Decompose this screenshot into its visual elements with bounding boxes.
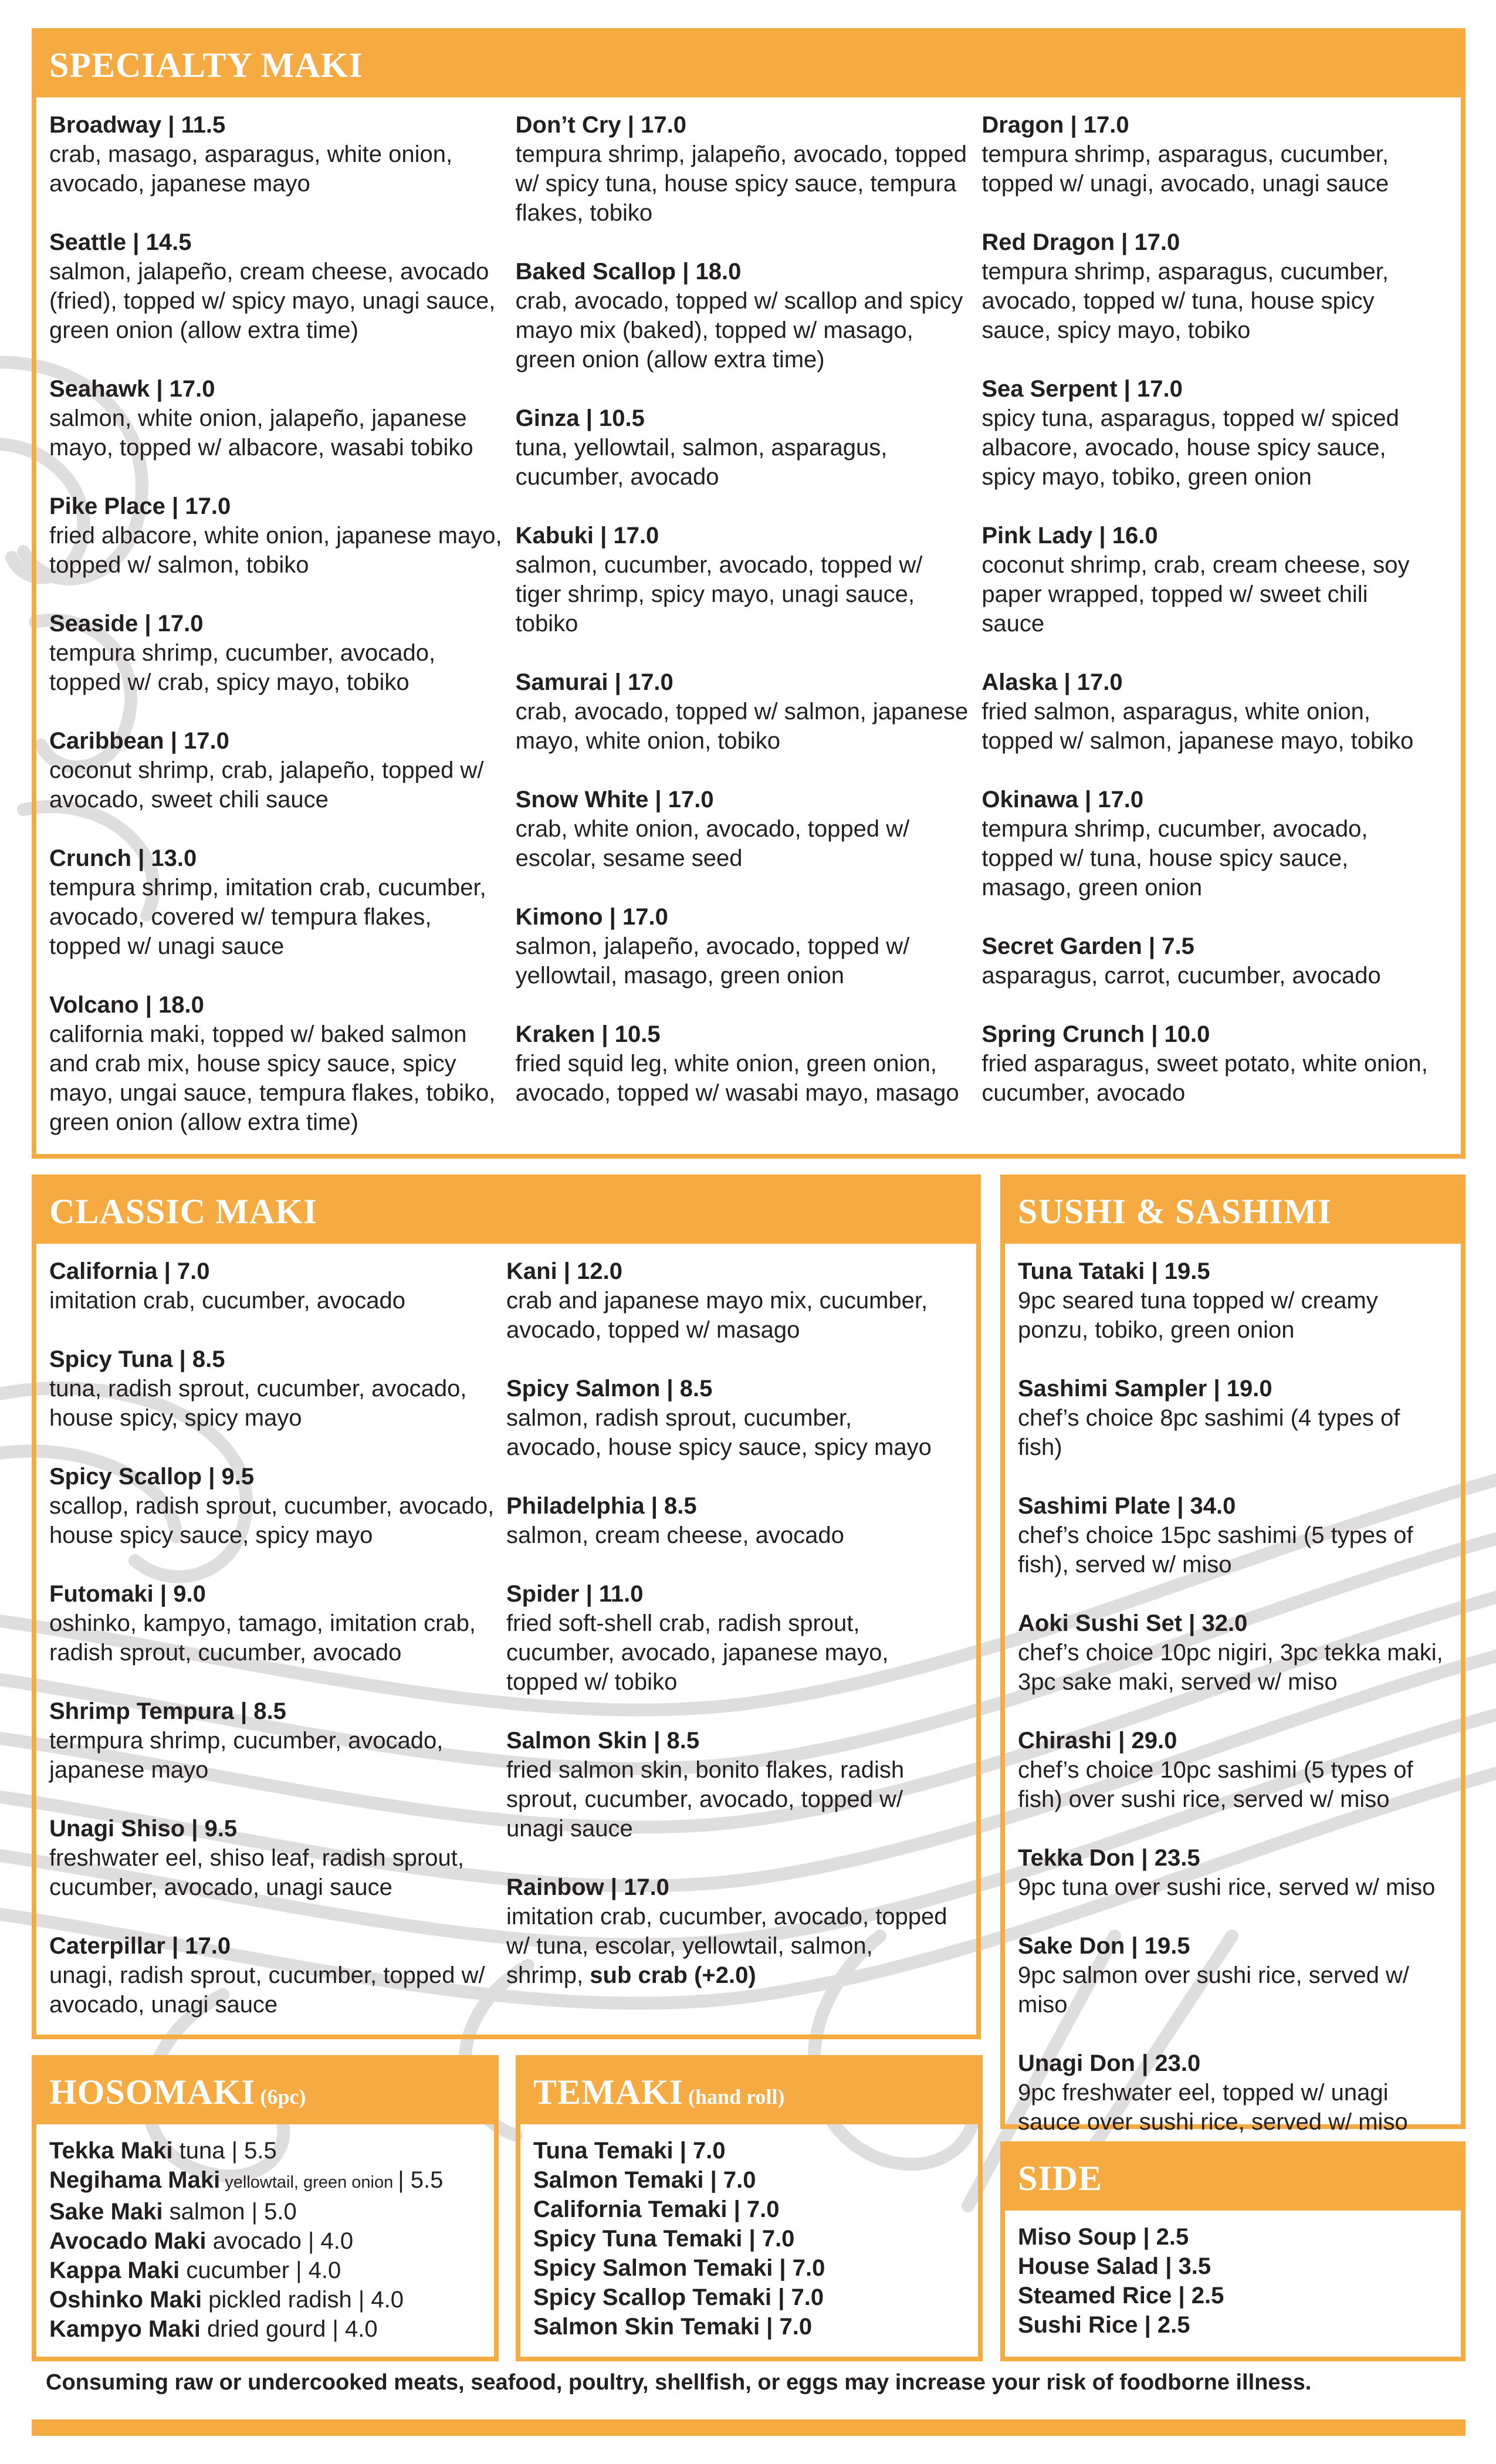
item-name-price: Broadway | 11.5	[49, 112, 226, 138]
item-name-price: Spring Crunch | 10.0	[981, 1021, 1210, 1047]
item-name-price: Kraken | 10.5	[515, 1021, 661, 1047]
menu-item	[1018, 1491, 1448, 1579]
item-description: crab and japanese mayo mix, cucumber, avocado, topped w/ masago	[506, 1288, 928, 1343]
item-name-price: Spicy Scallop Temaki | 7.0	[533, 2284, 824, 2310]
item-name-price: Salmon Skin Temaki | 7.0	[533, 2314, 813, 2340]
menu-line	[533, 2312, 965, 2341]
item-description: crab, avocado, topped w/ scallop and spicy mayo mix (baked), topped w/ masago, green onion (allow extra time)	[515, 288, 963, 373]
menu-line	[533, 2136, 965, 2165]
item-name-price: Spicy Tuna | 8.5	[49, 1346, 225, 1372]
item-name-price: Spider | 11.0	[506, 1581, 644, 1607]
menu-line	[49, 2165, 481, 2197]
menu-line	[49, 2226, 481, 2256]
section-hosomaki	[32, 2055, 499, 2361]
item-name-price: Sea Serpent | 17.0	[981, 376, 1183, 402]
item-description: chef’s choice 10pc nigiri, 3pc tekka maki, 3pc sake maki, served w/ miso	[1018, 1640, 1443, 1695]
item-description: salmon, white onion, jalapeño, japanese mayo, topped w/ albacore, wasabi tobiko	[49, 405, 473, 461]
item-price: | 4.0	[296, 2257, 341, 2283]
item-name-price: Steamed Rice | 2.5	[1018, 2283, 1224, 2309]
section-title-text: TEMAKI	[533, 2073, 684, 2111]
item-name-price: Dragon | 17.0	[981, 112, 1129, 138]
menu-item	[49, 1931, 495, 2019]
menu-item	[981, 521, 1436, 638]
item-name-price: Volcano | 18.0	[49, 992, 204, 1018]
menu-line	[1018, 2252, 1448, 2281]
item-name-price: Salmon Temaki | 7.0	[533, 2167, 756, 2193]
menu-line	[1018, 2310, 1448, 2340]
menu-item	[49, 1462, 495, 1550]
item-description: salmon, jalapeño, cream cheese, avocado (fried), topped w/ spicy mayo, unagi sauce, green onion (allow extra time)	[49, 259, 496, 343]
menu-item	[49, 1257, 495, 1315]
item-name-price: Futomaki | 9.0	[49, 1581, 206, 1607]
item-description: tempura shrimp, imitation crab, cucumber, avocado, covered w/ tempura flakes, topped w/ unagi sauce	[49, 875, 486, 959]
section-classic-maki	[32, 1175, 981, 2039]
menu-list	[1005, 2211, 1461, 2345]
item-description: tempura shrimp, cucumber, avocado, topped w/ tuna, house spicy sauce, masago, green onion	[981, 816, 1368, 901]
item-name-price: Snow White | 17.0	[515, 787, 714, 813]
menu-item	[981, 932, 1436, 990]
item-name-price: Don’t Cry | 17.0	[515, 112, 686, 138]
item-description: salmon, cream cheese, avocado	[506, 1522, 844, 1548]
menu-line	[1018, 2281, 1448, 2310]
menu-item	[1018, 1374, 1448, 1462]
menu-item	[516, 110, 970, 228]
menu-column	[49, 1257, 506, 2049]
item-price: | 5.5	[231, 2138, 277, 2164]
menu-item	[49, 844, 504, 961]
item-name-price: Red Dragon | 17.0	[981, 229, 1180, 255]
item-description: oshinko, kampyo, tamago, imitation crab, radish sprout, cucumber, avocado	[49, 1610, 476, 1666]
item-description: 9pc salmon over sushi rice, served w/ miso	[1018, 1962, 1409, 2018]
item-name-price: Philadelphia | 8.5	[506, 1493, 697, 1519]
item-name-price: Ginza | 10.5	[515, 405, 645, 431]
item-name-price: House Salad | 3.5	[1018, 2253, 1211, 2279]
menu-item	[49, 1697, 495, 1785]
item-description: fried salmon, asparagus, white onion, topped w/ salmon, japanese mayo, tobiko	[981, 699, 1414, 754]
item-name-price: Seaside | 17.0	[49, 611, 204, 637]
item-description: cucumber	[180, 2257, 296, 2283]
item-name-price: Tuna Temaki | 7.0	[533, 2138, 726, 2164]
item-description: 9pc seared tuna topped w/ creamy ponzu, tobiko, green onion	[1018, 1288, 1378, 1343]
menu-item	[1018, 2049, 1448, 2137]
item-description: chef’s choice 15pc sashimi (5 types of fish), served w/ miso	[1018, 1522, 1413, 1578]
menu-item	[49, 110, 504, 198]
item-description: imitation crab, cucumber, avocado	[49, 1288, 405, 1314]
menu-item	[49, 228, 504, 345]
item-name: Tekka Maki	[49, 2138, 173, 2164]
item-description: crab, masago, asparagus, white onion, avocado, japanese mayo	[49, 141, 453, 197]
item-description: salmon	[163, 2199, 252, 2225]
menu-item	[1018, 1726, 1448, 1814]
item-description: unagi, radish sprout, cucumber, topped w/ avocado, unagi sauce	[49, 1962, 485, 2018]
item-description: fried albacore, white onion, japanese mayo, topped w/ salmon, tobiko	[49, 523, 502, 578]
item-name: Sake Maki	[49, 2199, 163, 2225]
item-name-price: Sushi Rice | 2.5	[1018, 2312, 1190, 2338]
menu-item	[49, 990, 504, 1137]
menu-item	[516, 902, 970, 990]
section-title	[36, 2060, 494, 2124]
menu-item	[981, 374, 1436, 492]
menu-item	[981, 1020, 1436, 1108]
section-subtitle: (6pc)	[260, 2085, 306, 2108]
item-name: Kampyo Maki	[49, 2316, 201, 2342]
item-name-price: Crunch | 13.0	[49, 845, 197, 871]
menu-line	[49, 2197, 481, 2226]
menu-item	[49, 1579, 495, 1667]
item-description: salmon, jalapeño, avocado, topped w/ yellowtail, masago, green onion	[515, 933, 910, 989]
item-name-price: Spicy Salmon Temaki | 7.0	[533, 2255, 825, 2281]
item-name-price: Rainbow | 17.0	[506, 1874, 669, 1900]
item-name-price: Chirashi | 29.0	[1018, 1728, 1177, 1754]
section-temaki	[516, 2055, 983, 2361]
item-price: | 4.0	[358, 2287, 404, 2313]
item-name-price: Sashimi Plate | 34.0	[1018, 1493, 1236, 1519]
item-name-price: California | 7.0	[49, 1258, 210, 1284]
item-name-price: Samurai | 17.0	[515, 669, 673, 695]
item-name-price: Unagi Don | 23.0	[1018, 2050, 1201, 2076]
item-description: coconut shrimp, crab, jalapeño, topped w/ avocado, sweet chili sauce	[49, 757, 484, 813]
section-title	[520, 2060, 978, 2124]
item-note: sub crab (+2.0)	[590, 1962, 756, 1988]
item-name: Negihama Maki	[49, 2167, 221, 2193]
menu-list	[1005, 1244, 1461, 2172]
item-name-price: Caribbean | 17.0	[49, 728, 229, 754]
item-price: | 4.0	[332, 2316, 378, 2342]
menu-line	[49, 2314, 481, 2344]
section-specialty-maki	[32, 28, 1465, 1159]
item-name-price: Kabuki | 17.0	[515, 523, 659, 549]
item-name-price: Salmon Skin | 8.5	[506, 1728, 700, 1754]
section-title-text: HOSOMAKI	[49, 2073, 256, 2111]
menu-list	[36, 2124, 494, 2350]
menu-item	[506, 1873, 952, 1990]
menu-item	[49, 1345, 495, 1433]
menu-item	[516, 1020, 970, 1108]
item-description: fried asparagus, sweet potato, white onion, cucumber, avocado	[981, 1051, 1428, 1106]
menu-column	[516, 110, 982, 1166]
menu-line	[533, 2195, 965, 2224]
item-description: tempura shrimp, cucumber, avocado, topped w/ crab, spicy mayo, tobiko	[49, 640, 436, 695]
item-description: tempura shrimp, asparagus, cucumber, avocado, topped w/ tuna, house spicy sauce, spicy mayo, tobiko	[981, 259, 1389, 343]
item-description: asparagus, carrot, cucumber, avocado	[981, 963, 1381, 989]
section-sushi-sashimi	[1000, 1175, 1465, 2135]
item-name-price: Spicy Scallop | 9.5	[49, 1464, 255, 1490]
item-name-price: California Temaki | 7.0	[533, 2196, 780, 2222]
item-name-price: Pink Lady | 16.0	[981, 523, 1158, 549]
item-description: fried squid leg, white onion, green onion, avocado, topped w/ wasabi mayo, masago	[515, 1051, 959, 1106]
item-name-price: Seahawk | 17.0	[49, 376, 215, 402]
item-description: tuna	[172, 2138, 232, 2164]
menu-line	[533, 2224, 965, 2253]
item-description: tuna, yellowtail, salmon, asparagus, cucumber, avocado	[515, 435, 888, 490]
section-title: SIDE	[1005, 2146, 1461, 2211]
menu-column	[506, 1257, 963, 2049]
menu-line	[533, 2283, 965, 2312]
menu-item	[506, 1257, 952, 1345]
item-description: freshwater eel, shiso leaf, radish sprout, cucumber, avocado, unagi sauce	[49, 1845, 465, 1900]
menu-line	[49, 2136, 481, 2165]
item-description: crab, white onion, avocado, topped w/ escolar, sesame seed	[515, 816, 910, 871]
item-name-price: Kani | 12.0	[506, 1258, 622, 1284]
item-name-price: Pike Place | 17.0	[49, 493, 231, 519]
menu-item	[506, 1579, 952, 1697]
menu-column	[49, 110, 516, 1166]
menu-item	[506, 1374, 952, 1462]
section-side	[1000, 2141, 1465, 2361]
menu-item	[981, 110, 1436, 198]
menu-item	[49, 1814, 495, 1902]
menu-item	[506, 1491, 952, 1550]
section-subtitle: (hand roll)	[688, 2085, 785, 2108]
menu-item	[49, 726, 504, 814]
item-name-price: Sashimi Sampler | 19.0	[1018, 1376, 1272, 1402]
item-description: salmon, radish sprout, cucumber, avocado, house spicy sauce, spicy mayo	[506, 1405, 932, 1460]
menu-item	[1018, 1843, 1448, 1902]
item-name-price: Secret Garden | 7.5	[981, 933, 1194, 959]
item-description: avocado	[206, 2228, 308, 2254]
item-description: chef’s choice 10pc sashimi (5 types of fish) over sushi rice, served w/ miso	[1018, 1757, 1413, 1812]
item-description: fried salmon skin, bonito flakes, radish sprout, cucumber, avocado, topped w/ unagi sauce	[506, 1757, 905, 1842]
menu-line	[533, 2165, 965, 2195]
menu-item	[49, 492, 504, 580]
menu-item	[1018, 1931, 1448, 2019]
item-description: imitation crab, cucumber, avocado, topped w/ tuna, escolar, yellowtail, salmon, shrimp, sub crab (+2.0)	[506, 1904, 947, 1988]
item-price: | 4.0	[307, 2228, 354, 2254]
item-name-price: Baked Scallop | 18.0	[515, 259, 742, 285]
item-description: pickled radish	[202, 2287, 358, 2313]
item-description: california maki, topped w/ baked salmon and crab mix, house spicy sauce, spicy mayo, ungai sauce, tempura flakes, tobiko, green onion (allow extra time)	[49, 1021, 496, 1135]
menu-item	[981, 228, 1436, 345]
menu-item	[1018, 1609, 1448, 1697]
item-name-price: Kimono | 17.0	[515, 904, 668, 930]
menu-line	[49, 2256, 481, 2285]
item-description: tempura shrimp, jalapeño, avocado, topped w/ spicy tuna, house spicy sauce, tempura flakes, tobiko	[515, 141, 967, 226]
item-name-price: Sake Don | 19.5	[1018, 1933, 1190, 1959]
item-description: 9pc freshwater eel, topped w/ unagi sauce over sushi rice, served w/ miso	[1018, 2080, 1408, 2135]
item-description: dried gourd	[200, 2316, 333, 2342]
item-description: crab, avocado, topped w/ salmon, japanese mayo, white onion, tobiko	[515, 699, 969, 754]
item-name-price: Caterpillar | 17.0	[49, 1933, 231, 1959]
item-name-price: Spicy Tuna Temaki | 7.0	[533, 2226, 795, 2252]
item-description: chef’s choice 8pc sashimi (4 types of fish)	[1018, 1405, 1400, 1460]
item-description: scallop, radish sprout, cucumber, avocado, house spicy sauce, spicy mayo	[49, 1493, 495, 1548]
food-safety-disclaimer: Consuming raw or undercooked meats, seafood, poultry, shellfish, or eggs may increase your risk of foodborne illness.	[46, 2370, 1312, 2395]
item-description: 9pc tuna over sushi rice, served w/ miso	[1018, 1874, 1436, 1900]
item-name-price: Okinawa | 17.0	[981, 787, 1144, 813]
item-name-price: Spicy Salmon | 8.5	[506, 1376, 713, 1402]
item-description: tempura shrimp, asparagus, cucumber, topped w/ unagi, avocado, unagi sauce	[981, 141, 1389, 197]
menu-item	[49, 374, 504, 462]
item-description: coconut shrimp, crab, cream cheese, soy paper wrapped, topped w/ sweet chili sauce	[981, 552, 1410, 637]
menu-item	[49, 609, 504, 697]
menu-item	[1018, 1257, 1448, 1345]
item-description: tuna, radish sprout, cucumber, avocado, house spicy, spicy mayo	[49, 1376, 467, 1431]
section-title: CLASSIC MAKI	[36, 1179, 976, 1244]
menu-column	[981, 110, 1448, 1166]
item-name-price: Tekka Don | 23.5	[1018, 1845, 1200, 1871]
item-description: spicy tuna, asparagus, topped w/ spiced albacore, avocado, house spicy sauce, spicy mayo, tobiko, green onion	[981, 405, 1399, 490]
item-description: termpura shrimp, cucumber, avocado, japanese mayo	[49, 1728, 444, 1783]
menu-line	[49, 2285, 481, 2314]
menu-item	[516, 257, 970, 374]
menu-item	[516, 404, 970, 492]
menu-line	[533, 2253, 965, 2283]
item-name: Kappa Maki	[49, 2257, 180, 2283]
menu-item	[516, 521, 970, 638]
item-name: Oshinko Maki	[49, 2287, 202, 2313]
item-price: | 5.5	[398, 2167, 444, 2193]
item-description: salmon, cucumber, avocado, topped w/ tiger shrimp, spicy mayo, unagi sauce, tobiko	[515, 552, 923, 637]
item-name-price: Alaska | 17.0	[981, 669, 1123, 695]
section-title: SUSHI & SASHIMI	[1005, 1179, 1461, 1244]
item-name-price: Aoki Sushi Set | 32.0	[1018, 1610, 1248, 1636]
item-name-price: Tuna Tataki | 19.5	[1018, 1258, 1210, 1284]
item-name-price: Shrimp Tempura | 8.5	[49, 1698, 286, 1724]
menu-item	[981, 785, 1436, 902]
item-description: yellowtail, green onion	[220, 2173, 398, 2192]
item-name: Avocado Maki	[49, 2228, 207, 2254]
menu-item	[516, 785, 970, 873]
menu-list	[520, 2124, 978, 2347]
item-price: | 5.0	[251, 2199, 297, 2225]
item-name-price: Seattle | 14.5	[49, 229, 192, 255]
section-title: SPECIALTY MAKI	[36, 33, 1461, 97]
item-description: fried soft-shell crab, radish sprout, cucumber, avocado, japanese mayo, topped w/ tobiko	[506, 1610, 889, 1695]
menu-item	[516, 668, 970, 756]
item-name-price: Miso Soup | 2.5	[1018, 2224, 1189, 2250]
menu-item	[981, 668, 1436, 756]
menu-line	[1018, 2222, 1448, 2252]
item-name-price: Unagi Shiso | 9.5	[49, 1816, 238, 1842]
footer-accent-bar	[32, 2419, 1465, 2436]
menu-item	[506, 1726, 952, 1843]
